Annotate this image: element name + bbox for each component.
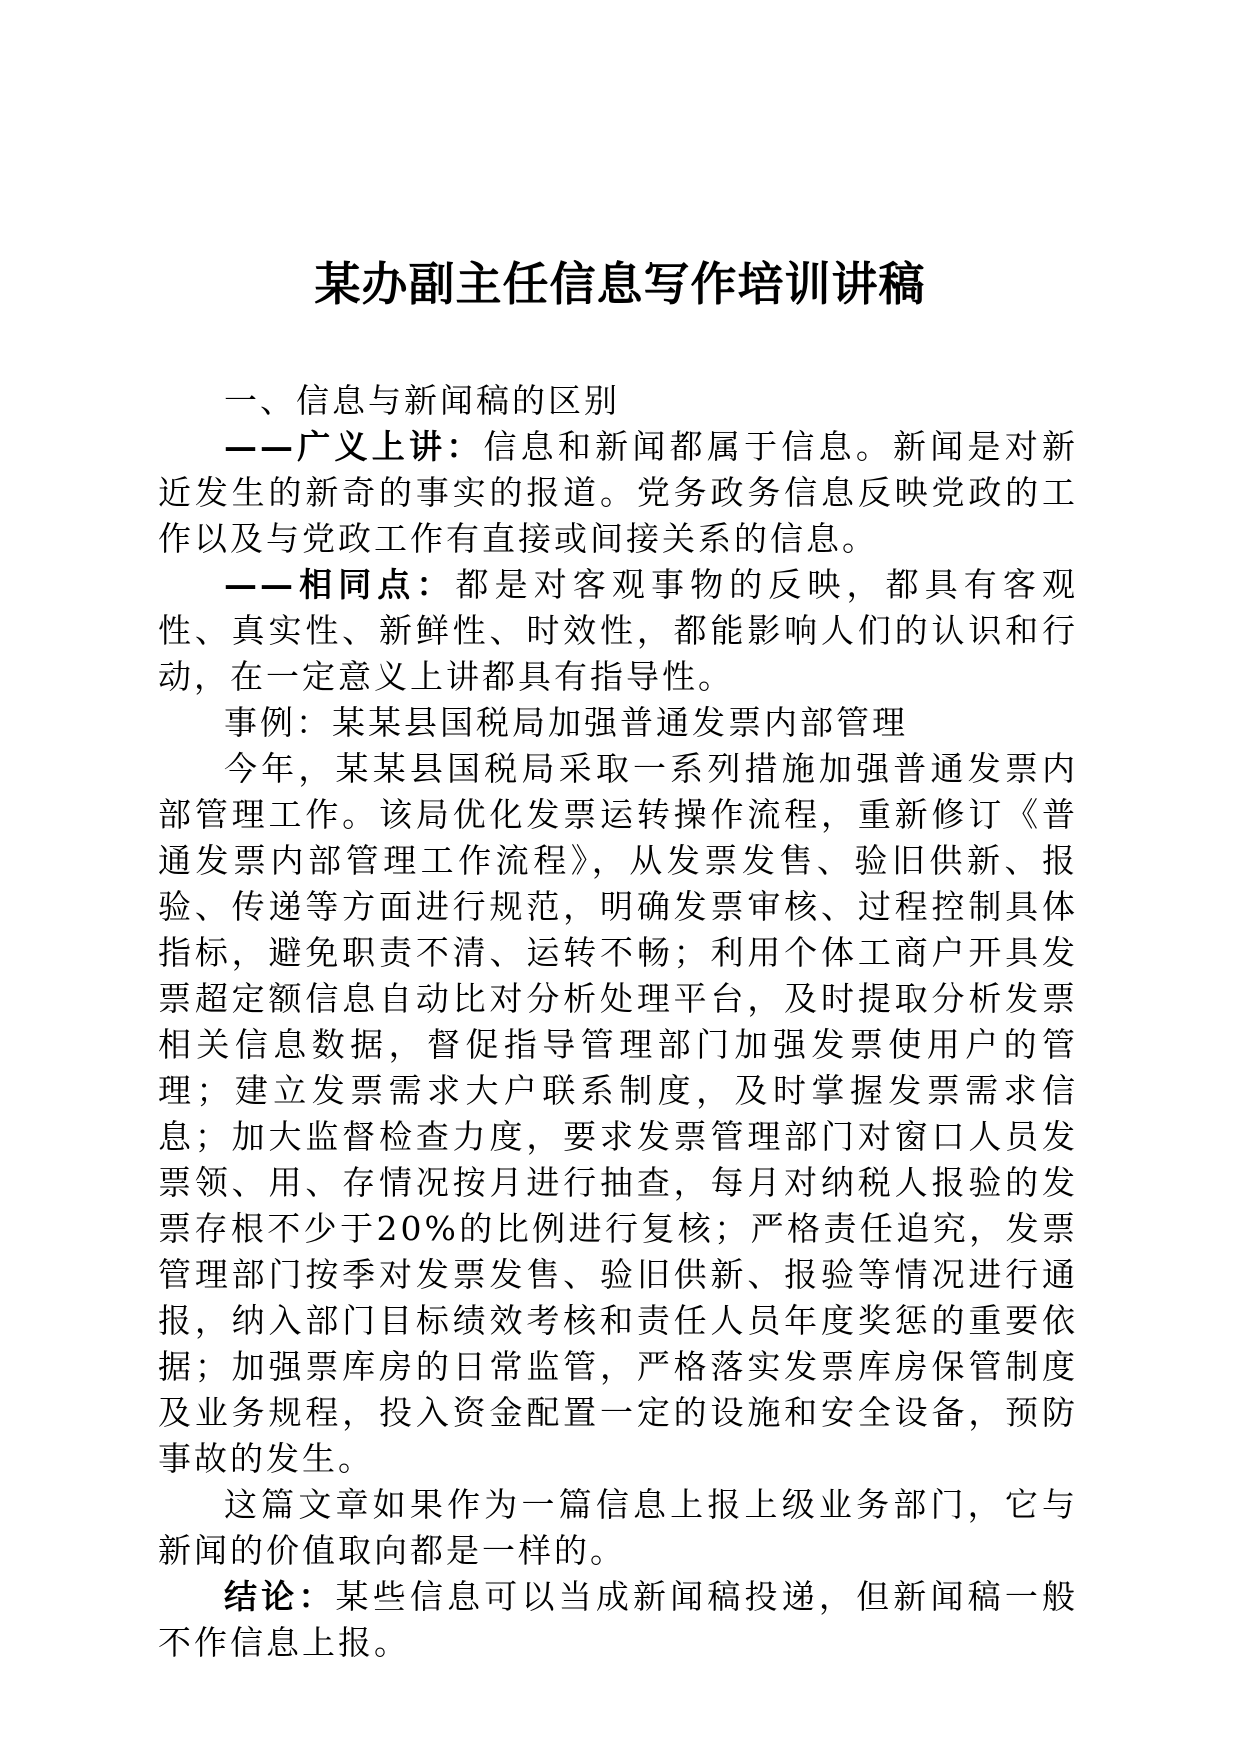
conclusion-text: 某些信息可以当成新闻稿投递，但新闻稿一般不作信息上报。 <box>158 1577 1079 1662</box>
paragraph-broad-sense <box>158 424 1078 562</box>
example-body: 今年，某某县国税局采取一系列措施加强普通发票内部管理工作。该局优化发票运转操作流程，重新修订《普通发票内部管理工作流程》，从发票发售、验旧供新、报验、传递等方面进行规范，明确发票审核、过程控制具体指标，避免职责不清、运转不畅；利用个体工商户开具发票超定额信息自动比对分析处理平台，及时提取分析发票相关信息数据，督促指导管理部门加强发票使用户的管理；建立发票需求大户联系制度，及时掌握发票需求信息；加大监督检查力度，要求发票管理部门对窗口人员发票领、用、存情况按月进行抽查，每月对纳税人报验的发票存根不少于20%的比例进行复核；严格责任追究，发票管理部门按季对发票发售、验旧供新、报验等情况进行通报，纳入部门目标绩效考核和责任人员年度奖惩的重要依据；加强票库房的日常监管，严格落实发票库房保管制度及业务规程，投入资金配置一定的设施和安全设备，预防事故的发生。 <box>158 749 1078 1478</box>
section-heading: 一、信息与新闻稿的区别 <box>224 381 620 420</box>
conclusion-paragraph <box>158 1574 1078 1666</box>
paragraph-label-broad-sense: ——广义上讲： <box>224 427 484 466</box>
example-title: 事例：某某县国税局加强普通发票内部管理 <box>224 703 908 742</box>
document-title: 某办副主任信息写作培训讲稿 <box>314 257 926 311</box>
conclusion-label: 结论： <box>224 1577 336 1616</box>
document-body <box>158 378 1078 1666</box>
comment-paragraph: 这篇文章如果作为一篇信息上报上级业务部门，它与新闻的价值取向都是一样的。 <box>158 1485 1078 1570</box>
paragraph-similarities <box>158 562 1078 700</box>
paragraph-text-similarities: 都是对客观事物的反映，都具有客观性、真实性、新鲜性、时效性，都能影响人们的认识和行动，在一定意义上讲都具有指导性。 <box>158 565 1079 696</box>
paragraph-label-similarities: ——相同点： <box>224 565 456 604</box>
paragraph-text-broad-sense: 信息和新闻都属于信息。新闻是对新近发生的新奇的事实的报道。党务政务信息反映党政的工作以及与党政工作有直接或间接关系的信息。 <box>158 427 1079 558</box>
